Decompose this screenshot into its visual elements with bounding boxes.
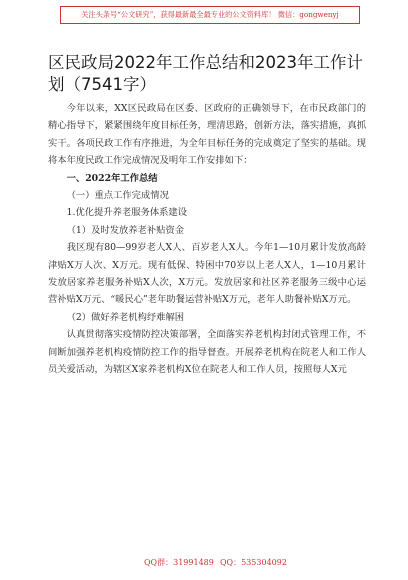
qq-group-number: QQ群：31991489 — [144, 558, 214, 567]
promo-banner: 关注头条号“公文研究”，获得最新最全最专业的公文资料库！ 微信：gongwenyj — [60, 6, 360, 24]
qq-number: QQ：535304092 — [220, 558, 287, 567]
page-footer — [48, 556, 366, 570]
body-paragraph: 认真贯彻落实疫情防控决策部署，全面落实养老机构封闭式管理工作，不间断加强养老机构疫情防控工作的指导督查。开展养老机构在院老人和工作人员关爱活动，为辖区X家养老机构X位在院老人和工作人员，按照每人X元 — [48, 329, 366, 376]
document-body — [48, 100, 366, 379]
section-heading: 一、2022年工作总结 — [66, 172, 158, 184]
subitem-heading: （1）及时发放养老补贴资金 — [66, 224, 185, 236]
subitem-heading: （2）做好养老机构纾难解困 — [66, 311, 185, 323]
item-heading: 1.优化提升养老服务体系建设 — [66, 207, 188, 219]
intro-paragraph: 今年以来，XX区民政局在区委、区政府的正确领导下，在市民政部门的精心指导下，紧紧围绕年度目标任务，理清思路，创新方法，落实措施，真抓实干。各项民政工作有序推进，为全年目标任务的完成奠定了坚实的基础。现将本年度民政工作完成情况及明年工作安排如下： — [48, 103, 366, 167]
subsection-heading: （一）重点工作完成情况 — [66, 190, 169, 202]
document-title: 区民政局2022年工作总结和2023年工作计划（7541字） — [48, 53, 363, 94]
body-paragraph: 我区现有80—99岁老人X人、百岁老人X人。今年1—10月累计发放高龄津贴X万人次、X万元。现有低保、特困中70岁以上老人X人，1—10月累计发放居家养老服务补贴X人次，X万元。发放居家和社区养老服务三级中心运营补贴X万元、“暖民心”老年助餐运营补贴X万元，老年人助餐补贴X万元。 — [48, 242, 366, 306]
